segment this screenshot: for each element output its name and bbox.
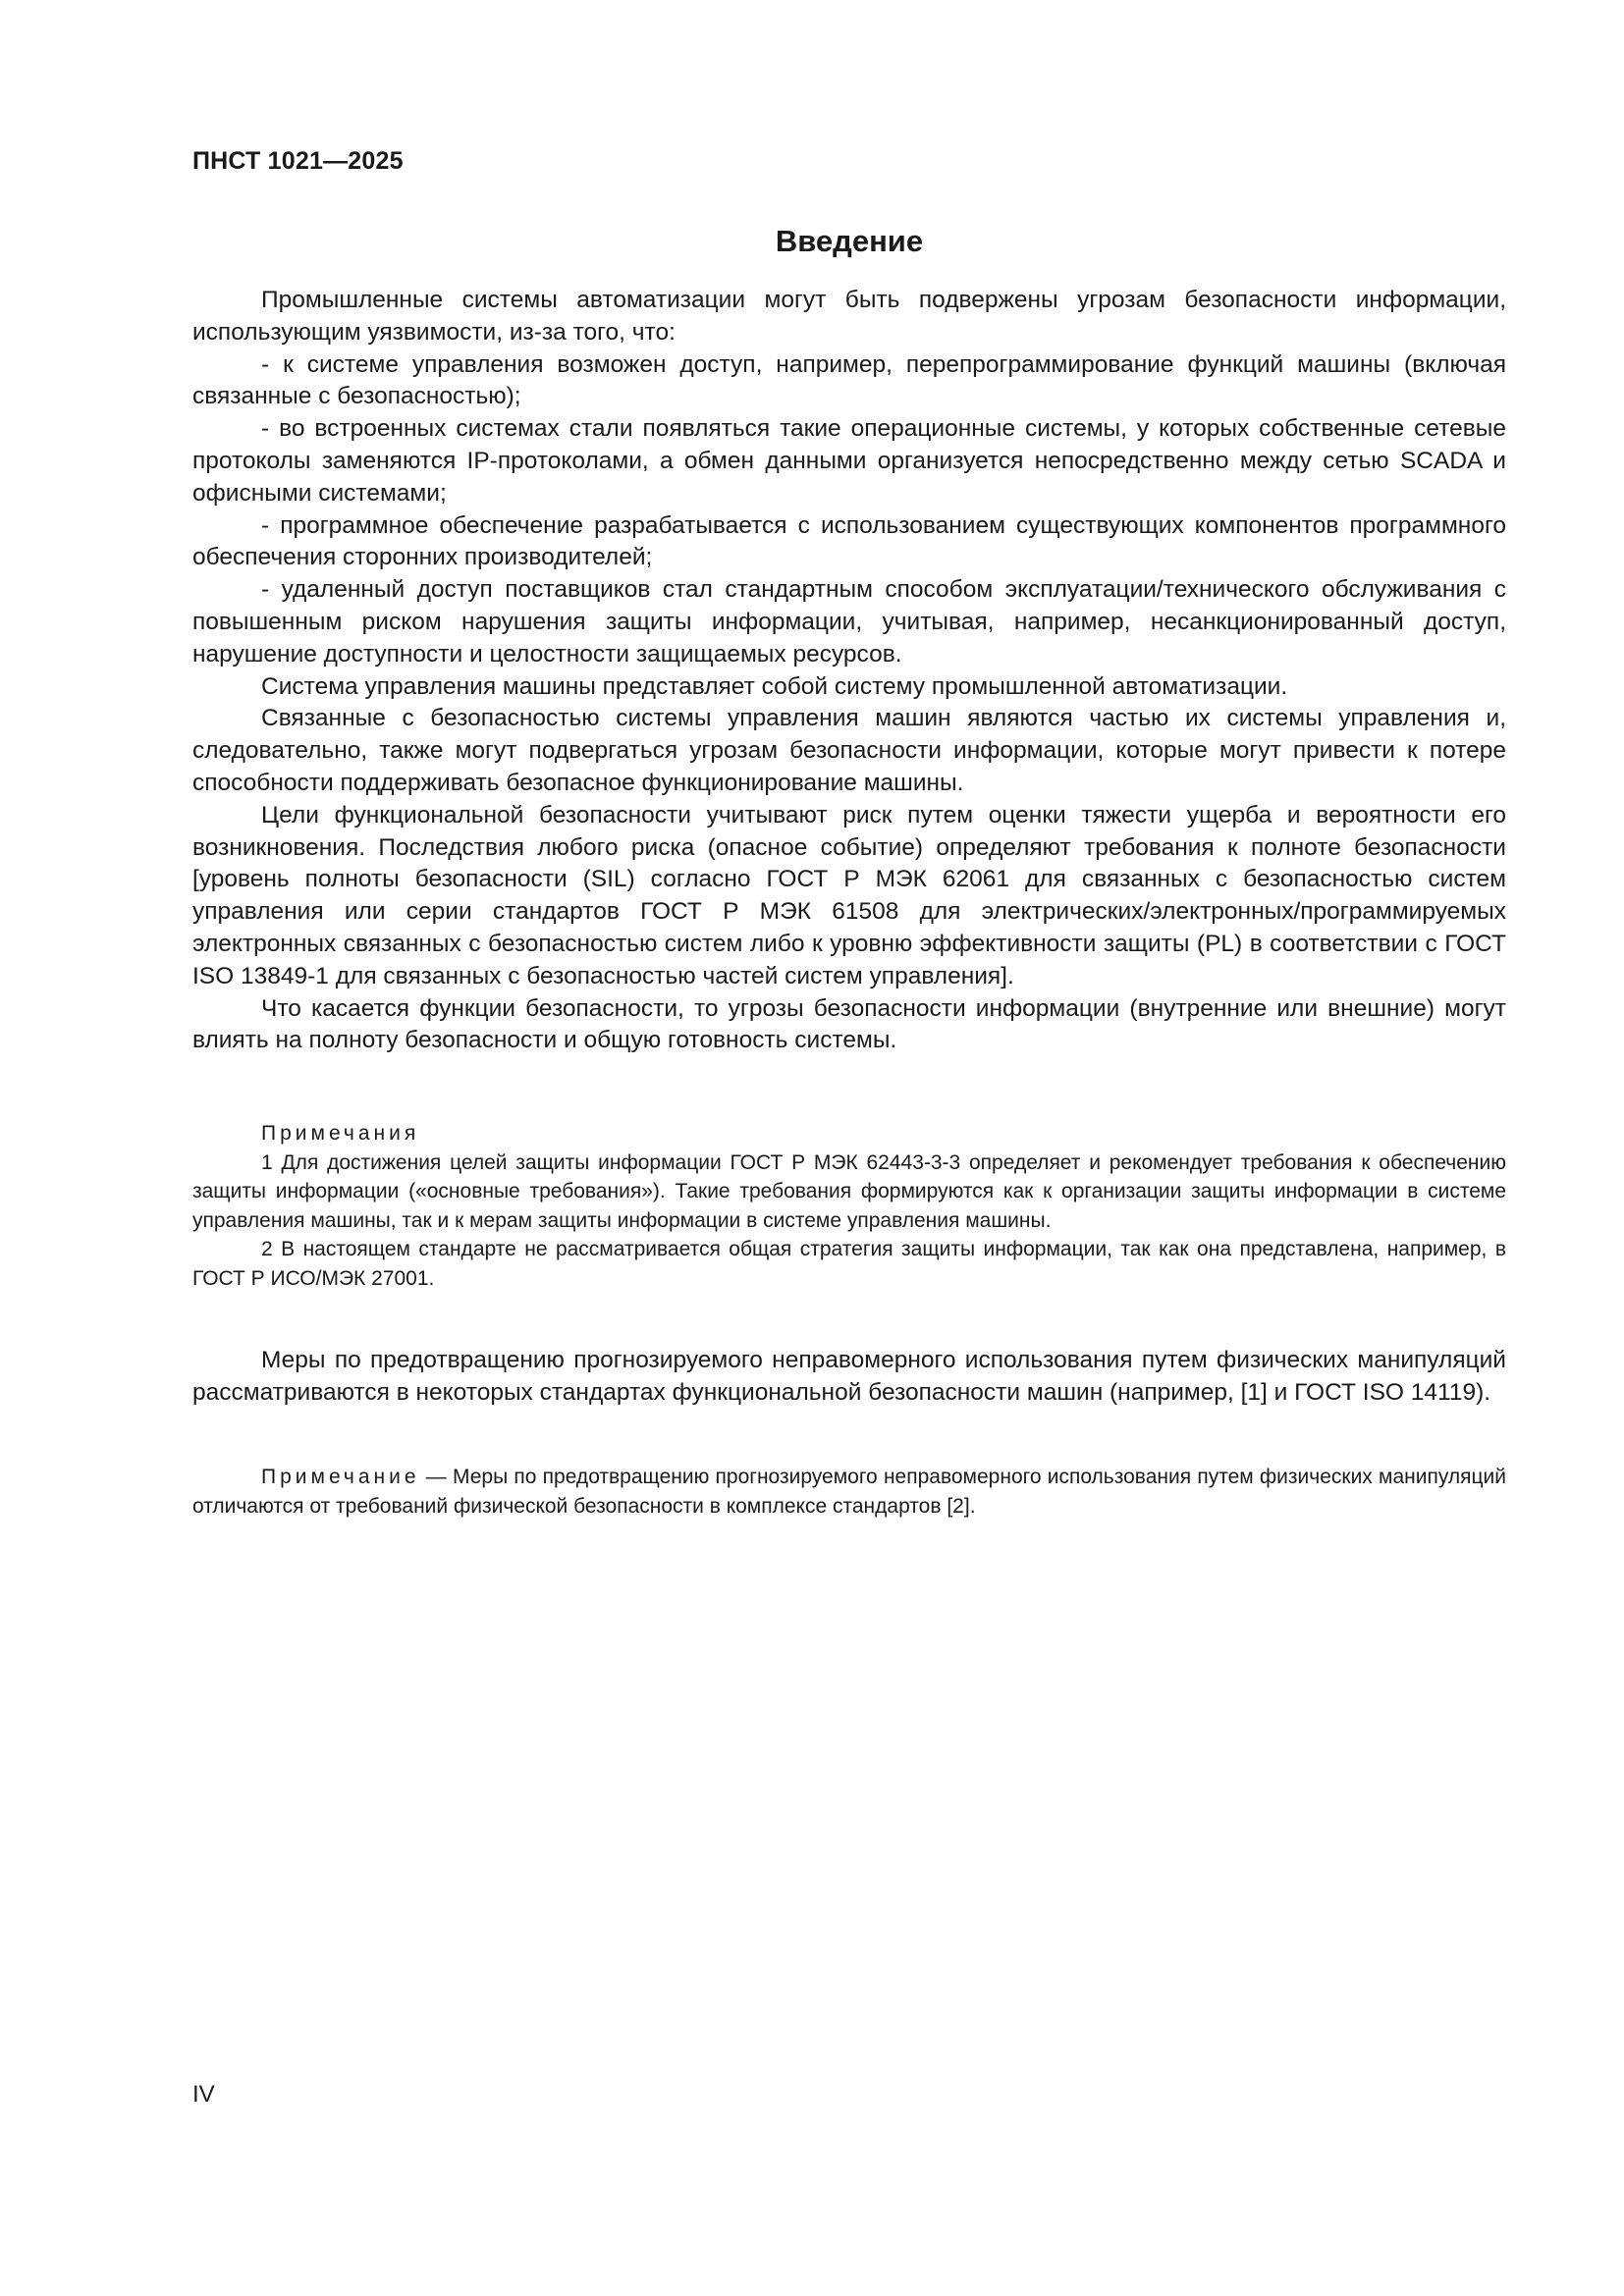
page-number: IV	[192, 2081, 215, 2108]
section-title: Введение	[775, 224, 924, 258]
notes-block	[192, 1119, 1506, 1294]
paragraph: Промышленные системы автоматизации могут быть подвержены угрозам безопасности информации, использующим уязвимости, из-за того, что:	[192, 287, 1506, 346]
measures-body	[192, 1345, 1506, 1410]
list-item: - во встроенных системах стали появляться такие операционные системы, у которых собственные сетевые протоколы заменяются IP-протоколами, а обмен данными организуется непосредственно между сетью SCADA и офисными системами;	[192, 415, 1506, 507]
intro-body	[192, 285, 1506, 1057]
paragraph: Что касается функции безопасности, то угрозы безопасности информации (внутренние или внешние) могут влиять на полноту безопасности и общую готовность системы.	[192, 994, 1506, 1054]
note-item: 2 В настоящем стандарте не рассматривается общая стратегия защиты информации, так как она представлена, например, в ГОСТ Р ИСО/МЭК 27001.	[192, 1238, 1506, 1290]
paragraph: Связанные с безопасностью системы управления машин являются частью их системы управления и, следовательно, также могут подвергаться угрозам безопасности информации, которые могут привести к потере способности поддерживать безопасное функционирование машины.	[192, 705, 1506, 796]
final-note	[192, 1463, 1506, 1521]
standard-code: ПНСТ 1021—2025	[192, 147, 404, 175]
paragraph: Система управления машины представляет собой систему промышленной автоматизации.	[261, 672, 1288, 700]
note-item: 1 Для достижения целей защиты информации ГОСТ Р МЭК 62443-3-3 определяет и рекомендует требования к обеспечению защиты информации («основные требования»). Такие требования формируются как к организации защиты информации в системе управления машины, так и к мерам защиты информации в системе управления машины.	[192, 1150, 1506, 1232]
notes-heading: Примечания	[261, 1122, 420, 1145]
paragraph: Меры по предотвращению прогнозируемого неправомерного использования путем физических манипуляций рассматриваются в некоторых стандартах функциональной безопасности машин (например, [1] и ГОСТ ISO 14119).	[192, 1347, 1506, 1406]
list-item: - к системе управления возможен доступ, например, перепрограммирование функций машины (включая связанные с безопасностью);	[192, 350, 1506, 410]
final-note-dash: —	[419, 1466, 453, 1488]
paragraph: Цели функциональной безопасности учитывают риск путем оценки тяжести ущерба и вероятности его возникновения. Последствия любого риска (опасное событие) определяют требования к полноте безопасности [уровень полноты безопасности (SIL) согласно ГОСТ Р МЭК 62061 для связанных с безопасностью систем управления или серии стандартов ГОСТ Р МЭК 61508 для электрических/электронных/программируемых электронных связанных с безопасностью систем либо к уровню эффективности защиты (PL) в соответствии с ГОСТ ISO 13849-1 для связанных с безопасностью частей систем управления].	[192, 801, 1506, 989]
list-item: - удаленный доступ поставщиков стал стандартным способом эксплуатации/технического обслуживания с повышенным риском нарушения защиты информации, учитывая, например, несанкционированный доступ, нарушение доступности и целостности защищаемых ресурсов.	[192, 576, 1506, 667]
final-note-paragraph	[192, 1463, 1506, 1521]
final-note-text: Меры по предотвращению прогнозируемого неправомерного использования путем физических манипуляций отличаются от требований физической безопасности в комплексе стандартов [2].	[192, 1466, 1506, 1518]
list-item: - программное обеспечение разрабатывается с использованием существующих компонентов программного обеспечения сторонних производителей;	[192, 511, 1506, 571]
final-note-label: Примечание	[261, 1466, 420, 1488]
